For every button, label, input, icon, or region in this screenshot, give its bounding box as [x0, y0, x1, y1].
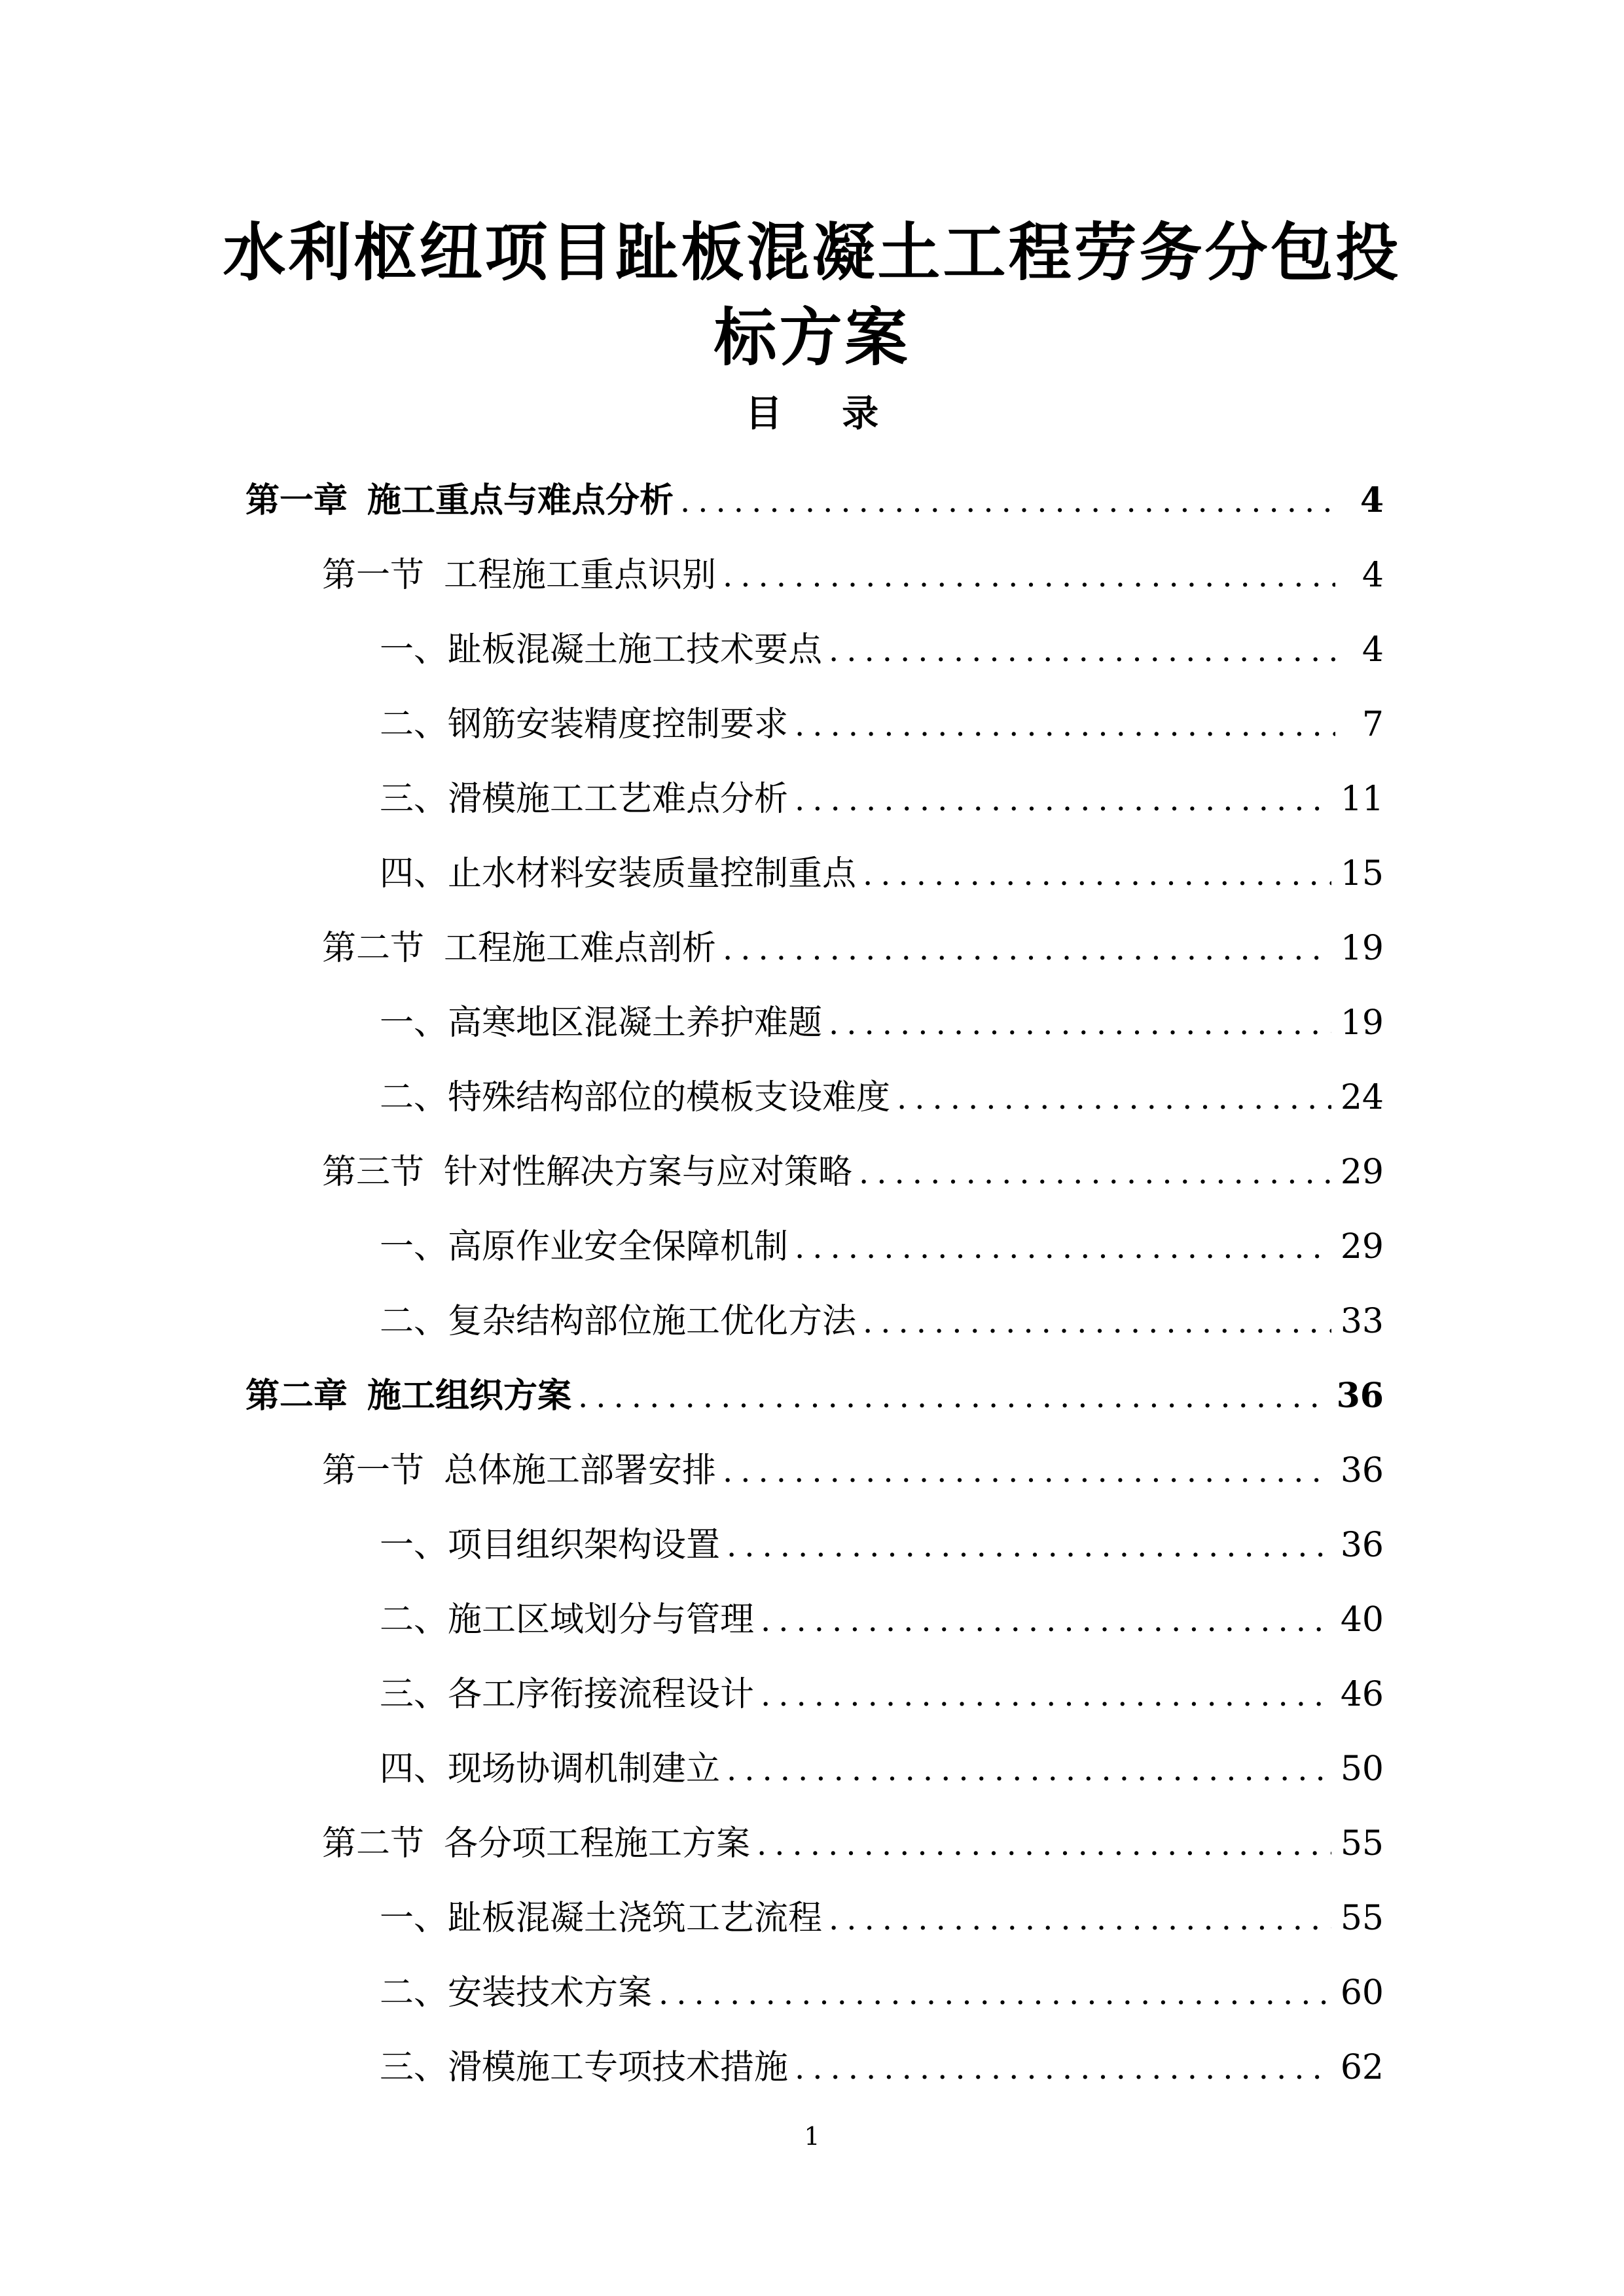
- toc-entry-label: [380, 1741, 720, 1790]
- toc-entry-text: 一、趾板混凝土施工技术要点: [380, 630, 823, 670]
- toc-entry-text: 二、施工区域划分与管理: [380, 1600, 755, 1640]
- toc-entry-label: [380, 2039, 788, 2089]
- toc-entry-page: 55: [1340, 1824, 1384, 1863]
- toc-entry[interactable]: [0, 1198, 1624, 1272]
- toc-entry-page: 19: [1340, 929, 1384, 968]
- toc-entry-page: 36: [1340, 1451, 1384, 1490]
- toc-entry-label: [380, 1517, 720, 1566]
- toc-entry-text: 总体施工部署安排: [444, 1451, 717, 1490]
- toc-entry-text: 四、止水材料安装质量控制重点: [380, 854, 857, 893]
- toc-entry[interactable]: [0, 1869, 1624, 1944]
- toc-entry-label: [322, 1443, 716, 1492]
- toc-entry-page: 33: [1340, 1302, 1384, 1341]
- toc-entry[interactable]: [0, 1422, 1624, 1496]
- toc-entry-text: 施工组织方案: [367, 1376, 572, 1416]
- toc-entry-page: 40: [1340, 1600, 1384, 1640]
- toc-entry-text: 施工重点与难点分析: [367, 481, 674, 520]
- toc-entry-number: 第一节: [322, 1451, 425, 1490]
- toc-entry-text: 二、特殊结构部位的模板支设难度: [380, 1078, 891, 1117]
- toc-entry-text: 一、高原作业安全保障机制: [380, 1227, 789, 1266]
- toc-entry-text: 一、趾板混凝土浇筑工艺流程: [380, 1899, 823, 1938]
- toc-dot-leader: [829, 1008, 1331, 1039]
- toc-dot-leader: [680, 486, 1335, 517]
- toc-entry-label: [380, 622, 822, 671]
- toc-entry[interactable]: [0, 601, 1624, 675]
- toc-entry[interactable]: [0, 1272, 1624, 1347]
- toc-dot-leader: [897, 1083, 1331, 1114]
- toc-entry-text: 二、钢筋安装精度控制要求: [380, 705, 789, 744]
- toc-entry-page: 62: [1340, 2048, 1384, 2087]
- toc-entry-text: 一、高寒地区混凝土养护难题: [380, 1003, 823, 1043]
- toc-entry-number: 第一节: [322, 556, 425, 595]
- page-number: 1: [804, 2122, 820, 2151]
- toc-entry-number: 第三节: [322, 1153, 425, 1192]
- toc-entry[interactable]: [0, 825, 1624, 899]
- toc-entry-label: [380, 696, 788, 745]
- document-title-line-1: 水利枢纽项目趾板混凝土工程劳务分包投: [223, 216, 1401, 289]
- toc-entry-label: [380, 771, 788, 820]
- toc-entry-label: [380, 1592, 754, 1641]
- toc-entry-page: 50: [1340, 1749, 1384, 1789]
- toc-entry-page: 60: [1340, 1973, 1384, 2013]
- toc-entry-text: 一、项目组织架构设置: [380, 1526, 721, 1565]
- toc-dot-leader: [723, 1456, 1331, 1487]
- toc-entry-text: 工程施工难点剖析: [444, 929, 717, 968]
- toc-entry[interactable]: [0, 1795, 1624, 1869]
- toc-entry[interactable]: [0, 1720, 1624, 1795]
- toc-dot-leader: [578, 1381, 1327, 1412]
- toc-entry[interactable]: [0, 1571, 1624, 1645]
- toc-entry-label: [322, 1144, 852, 1193]
- toc-entry-text: 工程施工重点识别: [444, 556, 717, 595]
- toc-dot-leader: [829, 635, 1335, 666]
- toc-dot-leader: [863, 1306, 1331, 1338]
- toc-entry-text: 四、现场协调机制建立: [380, 1749, 721, 1789]
- toc-entry-page: 29: [1340, 1153, 1384, 1192]
- toc-entry-page: 36: [1340, 1526, 1384, 1565]
- toc-entry-label: [380, 1219, 788, 1268]
- toc-entry-label: [380, 1890, 822, 1939]
- toc-entry-page: 19: [1340, 1003, 1384, 1043]
- toc-entry[interactable]: [0, 1944, 1624, 2018]
- toc-entry-label: [380, 846, 856, 895]
- toc-entry-number: 第二章: [245, 1376, 348, 1416]
- toc-dot-leader: [727, 1530, 1331, 1562]
- toc-dot-leader: [723, 560, 1335, 592]
- toc-dot-leader: [761, 1605, 1331, 1636]
- toc-entry-label: [380, 1069, 890, 1119]
- toc-entry-text: 二、复杂结构部位施工优化方法: [380, 1302, 857, 1341]
- toc-dot-leader: [859, 1157, 1331, 1189]
- toc-entry-text: 二、安装技术方案: [380, 1973, 653, 2013]
- toc-dot-leader: [795, 1232, 1331, 1263]
- toc-entry-page: 24: [1340, 1078, 1384, 1117]
- toc-entry[interactable]: [0, 1645, 1624, 1720]
- toc-entry[interactable]: [0, 1496, 1624, 1571]
- toc-dot-leader: [659, 1978, 1331, 2009]
- toc-entry-text: 三、滑模施工专项技术措施: [380, 2048, 789, 2087]
- toc-entry-label: [322, 547, 716, 596]
- toc-entry-page: 36: [1336, 1376, 1384, 1416]
- toc-entry-page: 4: [1362, 630, 1384, 670]
- toc-entry[interactable]: [0, 974, 1624, 1049]
- toc-entry-page: 4: [1362, 556, 1384, 595]
- toc-entry-label: [245, 473, 674, 522]
- toc-entry[interactable]: [0, 675, 1624, 750]
- toc-entry-page: 11: [1340, 780, 1384, 819]
- toc-entry-number: 第一章: [245, 481, 348, 520]
- toc-entry[interactable]: [0, 526, 1624, 601]
- toc-entry-page: 15: [1340, 854, 1384, 893]
- toc-entry-text: 三、各工序衔接流程设计: [380, 1675, 755, 1714]
- toc-dot-leader: [727, 1754, 1331, 1785]
- toc-entry-page: 7: [1362, 705, 1384, 744]
- toc-entry[interactable]: [0, 750, 1624, 825]
- toc-dot-leader: [795, 784, 1331, 816]
- toc-heading: 目 录: [745, 393, 903, 435]
- toc-entry[interactable]: [0, 1049, 1624, 1123]
- toc-entry[interactable]: [0, 899, 1624, 974]
- toc-entry[interactable]: [0, 1123, 1624, 1198]
- toc-entry-text: 针对性解决方案与应对策略: [444, 1153, 853, 1192]
- toc-entry-page: 4: [1360, 480, 1384, 520]
- toc-entry[interactable]: [0, 2018, 1624, 2093]
- toc-entry-label: [322, 1816, 750, 1865]
- toc-dot-leader: [829, 1903, 1331, 1935]
- document-title-line-2: 标方案: [713, 301, 911, 374]
- toc-entry-label: [380, 1965, 652, 2014]
- toc-entry-number: 第二节: [322, 1824, 425, 1863]
- toc-entry-label: [245, 1368, 571, 1417]
- toc-entry-text: 各分项工程施工方案: [444, 1824, 751, 1863]
- toc-entry[interactable]: [0, 1347, 1624, 1422]
- toc-entry-page: 55: [1340, 1899, 1384, 1938]
- toc-dot-leader: [723, 933, 1331, 965]
- toc-entry-page: 29: [1340, 1227, 1384, 1266]
- toc-dot-leader: [757, 1829, 1331, 1860]
- toc-entry[interactable]: [0, 452, 1624, 526]
- toc-entry-label: [380, 1666, 754, 1715]
- toc-entry-label: [380, 1293, 856, 1342]
- toc-entry-label: [380, 995, 822, 1044]
- toc-entry-number: 第二节: [322, 929, 425, 968]
- toc-dot-leader: [795, 2053, 1331, 2084]
- toc-entry-label: [322, 920, 716, 969]
- toc-dot-leader: [863, 859, 1331, 890]
- toc-dot-leader: [795, 709, 1335, 741]
- toc-entry-text: 三、滑模施工工艺难点分析: [380, 780, 789, 819]
- table-of-contents: [0, 452, 1624, 2093]
- toc-entry-page: 46: [1340, 1675, 1384, 1714]
- toc-dot-leader: [761, 1679, 1331, 1711]
